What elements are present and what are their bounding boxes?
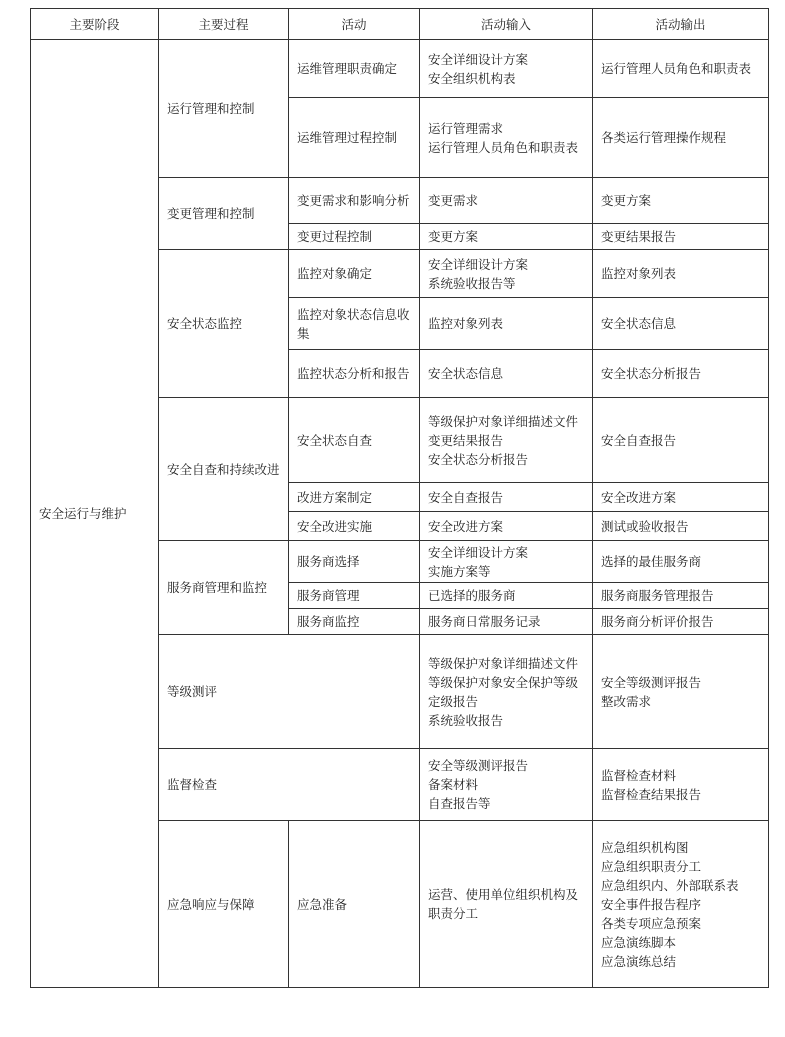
activity-cell xyxy=(289,483,420,512)
cell-line: 监控状态分析和报告 xyxy=(297,366,410,381)
activity-cell xyxy=(289,398,420,483)
cell-line: 测试或验收报告 xyxy=(601,518,689,534)
cell-line: 监控对象列表 xyxy=(601,266,677,281)
activity-cell xyxy=(289,350,420,398)
process-cell: 安全状态监控 xyxy=(159,250,289,398)
activity-cell xyxy=(289,98,420,178)
input-cell xyxy=(420,512,593,541)
cell-line: 变更需求 xyxy=(428,193,479,208)
cell-line: 应急组织内、外部联系表 xyxy=(601,877,739,893)
cell-line: 运营、使用单位组织机构及职责分工 xyxy=(428,887,579,921)
input-cell xyxy=(420,250,593,298)
cell-line: 应急演练脚本 xyxy=(601,934,677,950)
process-table xyxy=(30,8,769,988)
output-cell xyxy=(593,609,769,635)
cell-line: 系统验收报告等 xyxy=(428,275,516,291)
cell-line: 服务商服务管理报告 xyxy=(601,588,714,603)
activity-cell xyxy=(289,821,420,988)
cell-line: 安全状态信息 xyxy=(428,366,504,381)
cell-line: 安全改进方案 xyxy=(428,518,504,534)
cell-line: 安全状态信息 xyxy=(601,316,677,331)
output-cell xyxy=(593,541,769,583)
cell-line: 已选择的服务商 xyxy=(428,588,516,603)
cell-line: 安全自查报告 xyxy=(428,489,504,505)
cell-line: 变更方案 xyxy=(428,229,479,244)
process-cell: 服务商管理和监控 xyxy=(159,541,289,635)
process-cell: 运行管理和控制 xyxy=(159,40,289,178)
cell-line: 监控对象确定 xyxy=(297,266,373,281)
cell-line: 各类运行管理操作规程 xyxy=(601,130,727,145)
process-cell: 变更管理和控制 xyxy=(159,178,289,250)
cell-line: 变更结果报告 xyxy=(428,432,504,448)
cell-line: 自查报告等 xyxy=(428,796,491,811)
input-cell xyxy=(420,98,593,178)
activity-cell xyxy=(289,298,420,350)
cell-line: 运维管理职责确定 xyxy=(297,61,398,76)
cell-line: 安全详细设计方案 xyxy=(428,544,529,560)
table-body xyxy=(31,40,769,988)
cell-line: 选择的最佳服务商 xyxy=(601,554,702,569)
header-row xyxy=(31,9,769,40)
cell-line: 安全详细设计方案 xyxy=(428,51,529,67)
cell-line: 服务商管理 xyxy=(297,588,360,603)
cell-line: 变更方案 xyxy=(601,193,652,208)
header-output: 活动输出 xyxy=(593,9,769,40)
input-cell xyxy=(420,178,593,224)
input-cell xyxy=(420,583,593,609)
process-cell: 安全自查和持续改进 xyxy=(159,398,289,541)
output-cell xyxy=(593,98,769,178)
input-cell xyxy=(420,483,593,512)
cell-line: 改进方案制定 xyxy=(297,489,373,505)
output-cell xyxy=(593,250,769,298)
cell-line: 安全改进实施 xyxy=(297,518,373,534)
output-cell xyxy=(593,749,769,821)
header-process: 主要过程 xyxy=(159,9,289,40)
cell-line: 安全等级测评报告 xyxy=(601,674,702,690)
process-cell: 等级测评 xyxy=(159,635,420,749)
stage-cell: 安全运行与维护 xyxy=(31,40,159,988)
cell-line: 等级保护对象详细描述文件 xyxy=(428,655,579,671)
output-cell xyxy=(593,512,769,541)
cell-line: 运行管理人员角色和职责表 xyxy=(601,61,752,76)
input-cell xyxy=(420,224,593,250)
cell-line: 监督检查结果报告 xyxy=(601,786,702,802)
cell-line: 系统验收报告 xyxy=(428,712,504,728)
cell-line: 变更过程控制 xyxy=(297,229,373,244)
input-cell xyxy=(420,398,593,483)
cell-line: 服务商选择 xyxy=(297,554,360,569)
cell-line: 变更需求和影响分析 xyxy=(297,193,410,208)
input-cell xyxy=(420,298,593,350)
cell-line: 安全自查报告 xyxy=(601,432,677,448)
output-cell xyxy=(593,483,769,512)
cell-line: 等级保护对象安全保护等级定级报告 xyxy=(428,674,579,709)
activity-cell xyxy=(289,609,420,635)
cell-line: 安全状态分析报告 xyxy=(428,451,529,467)
cell-line: 安全等级测评报告 xyxy=(428,758,529,773)
cell-line: 安全组织机构表 xyxy=(428,70,516,86)
cell-line: 安全改进方案 xyxy=(601,489,677,505)
cell-line: 各类专项应急预案 xyxy=(601,915,702,931)
cell-line: 监控对象列表 xyxy=(428,316,504,331)
activity-cell xyxy=(289,541,420,583)
cell-line: 安全状态自查 xyxy=(297,432,373,448)
header-input: 活动输入 xyxy=(420,9,593,40)
cell-line: 运行管理需求 xyxy=(428,120,504,136)
cell-line: 整改需求 xyxy=(601,693,652,709)
activity-cell xyxy=(289,224,420,250)
input-cell xyxy=(420,749,593,821)
output-cell xyxy=(593,224,769,250)
input-cell xyxy=(420,40,593,98)
process-cell: 监督检查 xyxy=(159,749,420,821)
cell-line: 安全状态分析报告 xyxy=(601,366,702,381)
output-cell xyxy=(593,40,769,98)
cell-line: 实施方案等 xyxy=(428,563,491,579)
cell-line: 服务商分析评价报告 xyxy=(601,614,714,629)
activity-cell xyxy=(289,512,420,541)
header-stage: 主要阶段 xyxy=(31,9,159,40)
cell-line: 运维管理过程控制 xyxy=(297,130,398,145)
input-cell xyxy=(420,609,593,635)
table-row xyxy=(31,40,769,98)
cell-line: 应急组织职责分工 xyxy=(601,858,702,874)
input-cell xyxy=(420,635,593,749)
header-activity: 活动 xyxy=(289,9,420,40)
output-cell xyxy=(593,635,769,749)
activity-cell xyxy=(289,583,420,609)
activity-cell xyxy=(289,250,420,298)
output-cell xyxy=(593,583,769,609)
input-cell xyxy=(420,350,593,398)
input-cell xyxy=(420,541,593,583)
cell-line: 应急准备 xyxy=(297,896,348,912)
activity-cell xyxy=(289,40,420,98)
cell-line: 安全事件报告程序 xyxy=(601,896,702,912)
cell-line: 运行管理人员角色和职责表 xyxy=(428,139,579,155)
cell-line: 服务商日常服务记录 xyxy=(428,614,541,629)
input-cell xyxy=(420,821,593,988)
cell-line: 安全详细设计方案 xyxy=(428,256,529,272)
cell-line: 变更结果报告 xyxy=(601,229,677,244)
cell-line: 应急演练总结 xyxy=(601,953,677,969)
cell-line: 等级保护对象详细描述文件 xyxy=(428,413,579,429)
cell-line: 服务商监控 xyxy=(297,614,360,629)
output-cell xyxy=(593,821,769,988)
cell-line: 应急组织机构图 xyxy=(601,839,689,855)
process-cell: 应急响应与保障 xyxy=(159,821,289,988)
output-cell xyxy=(593,298,769,350)
activity-cell xyxy=(289,178,420,224)
output-cell xyxy=(593,350,769,398)
output-cell xyxy=(593,398,769,483)
cell-line: 备案材料 xyxy=(428,777,479,792)
cell-line: 监控对象状态信息收集 xyxy=(297,306,410,341)
output-cell xyxy=(593,178,769,224)
cell-line: 监督检查材料 xyxy=(601,767,677,783)
